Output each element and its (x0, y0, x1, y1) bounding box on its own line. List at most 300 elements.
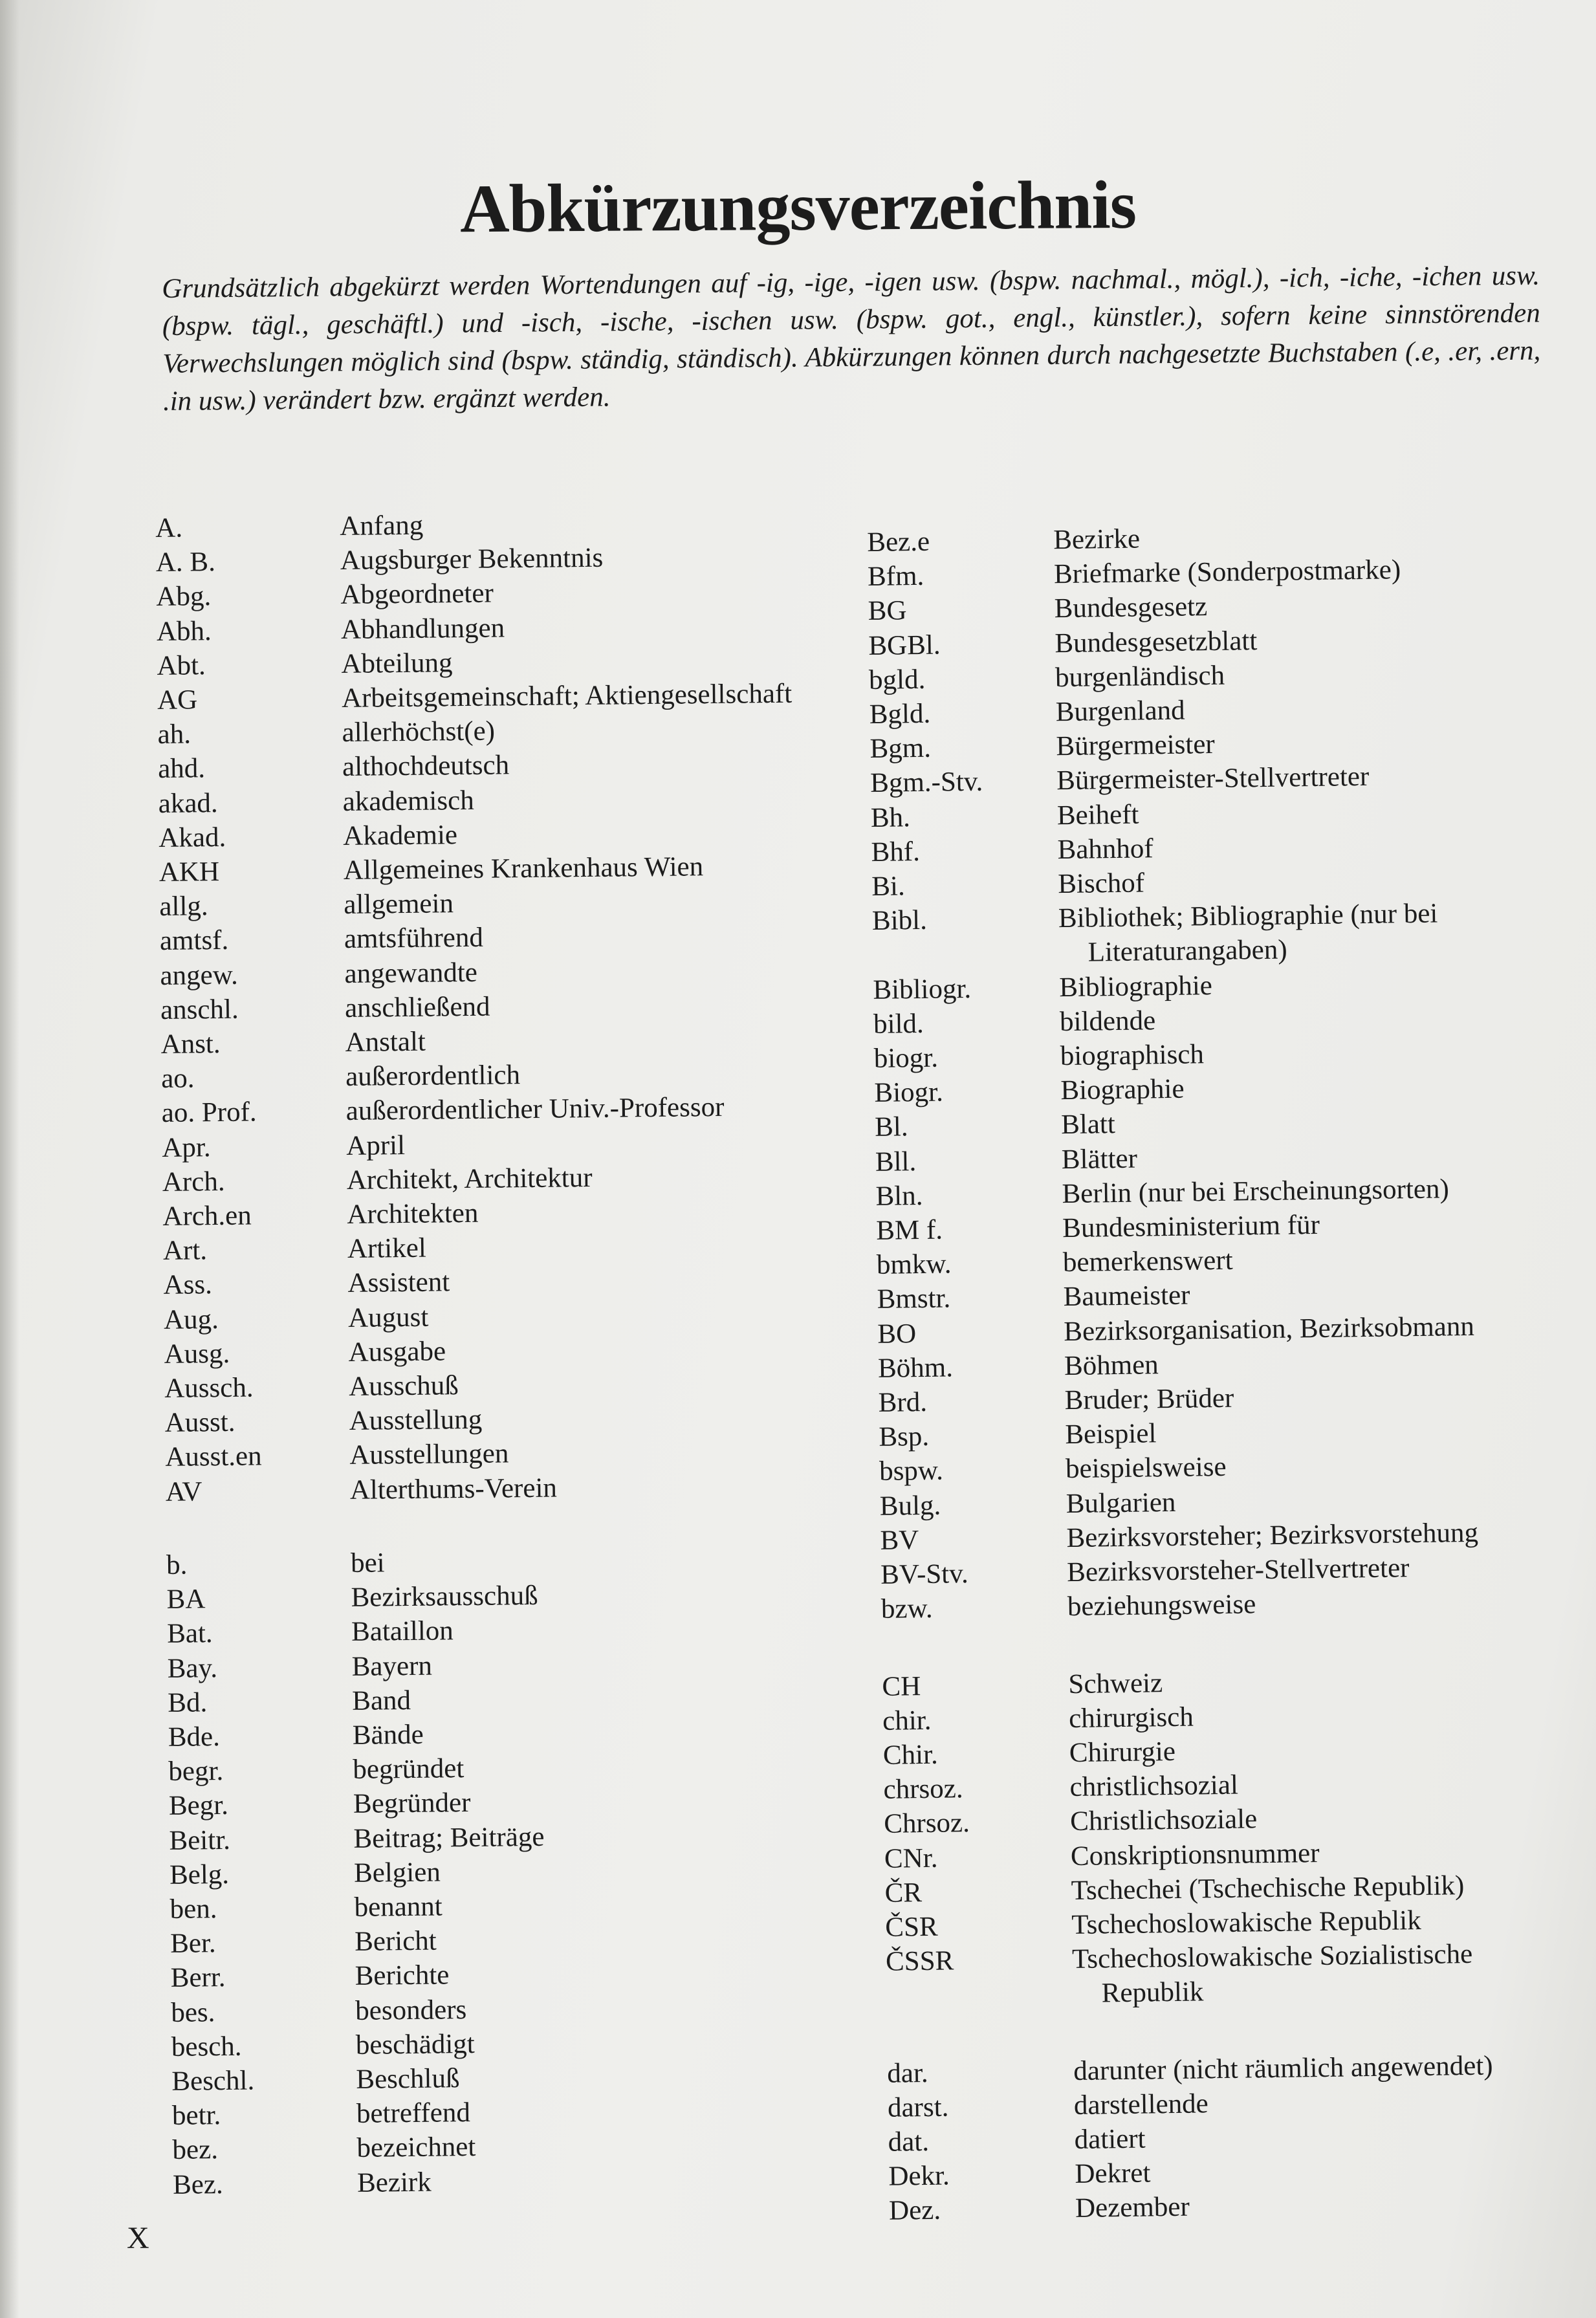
abbreviation-term: BGBl. (868, 629, 941, 661)
abbreviation-term: ČSSR (885, 1945, 954, 1977)
abbreviation-meaning-text: beziehungsweise (1067, 1589, 1256, 1623)
abbreviation-meaning (1064, 1348, 1159, 1383)
abbreviation-group-a (155, 505, 800, 1509)
abbreviation-term: Beitr. (169, 1824, 231, 1856)
abbreviation-term: Bez.e (867, 526, 930, 558)
abbreviation-term: Böhm. (877, 1352, 954, 1384)
abbreviation-meaning (349, 1403, 482, 1438)
abbreviation-term: Dekr. (888, 2160, 950, 2192)
abbreviation-meaning (347, 1265, 450, 1301)
abbreviation-meaning (1068, 1666, 1163, 1701)
abbreviation-term: Abg. (156, 581, 212, 613)
abbreviation-meaning (342, 714, 495, 750)
abbreviation-meaning (1066, 1450, 1227, 1486)
group-spacer (881, 1619, 1487, 1669)
abbreviation-entry (886, 1937, 1492, 2014)
abbreviation-term: Beschl. (171, 2065, 255, 2097)
abbreviation-meaning (1069, 1700, 1194, 1736)
abbreviation-meaning-text: bezeichnet (356, 2132, 476, 2164)
abbreviation-meaning-text: Biographie (1060, 1073, 1185, 1106)
abbreviation-term: ao. Prof. (161, 1097, 257, 1129)
abbreviation-meaning-text: bemerkenswert (1062, 1245, 1233, 1278)
abbreviation-term: anschl. (160, 994, 239, 1025)
abbreviation-term: Bsp. (879, 1421, 930, 1453)
abbreviation-meaning-text: Bezirk (356, 2167, 432, 2198)
abbreviation-term: dar. (887, 2057, 928, 2089)
abbreviation-meaning-text: Belgien (353, 1857, 441, 1888)
abbreviation-term: BG (868, 595, 907, 627)
abbreviation-term: bzw. (880, 1593, 933, 1625)
abbreviation-meaning (1067, 1588, 1256, 1624)
abbreviation-meaning-text: Bände (352, 1719, 424, 1751)
abbreviation-meaning-text: Bibliographie (1059, 970, 1213, 1003)
abbreviation-meaning-text: beschädigt (355, 2028, 475, 2061)
abbreviation-meaning (1066, 1516, 1478, 1556)
abbreviation-meaning (347, 1161, 593, 1197)
page-title: Abkürzungsverzeichnis (459, 166, 1137, 247)
abbreviation-term: chrsoz. (883, 1773, 963, 1805)
abbreviation-meaning (347, 1196, 479, 1232)
abbreviation-meaning-text: Tschechoslowakische Republik (1071, 1905, 1421, 1940)
abbreviation-meaning (355, 1993, 467, 2028)
abbreviation-meaning-text: Tschechoslowakische Sozialistische (1071, 1939, 1473, 1975)
abbreviation-term: Dez. (888, 2195, 941, 2227)
abbreviation-meaning (355, 1958, 449, 1994)
abbreviation-term: Bhf. (871, 836, 921, 868)
abbreviation-group-b (166, 1542, 808, 2202)
abbreviation-term: AKH (159, 857, 220, 888)
abbreviation-meaning-text: Bulgarien (1066, 1487, 1176, 1519)
abbreviation-term: Bl. (874, 1111, 908, 1143)
abbreviation-meaning-text: althochdeutsch (342, 750, 510, 783)
abbreviation-meaning-text: angewandte (344, 957, 478, 989)
abbreviation-term: Bgld. (869, 698, 931, 730)
abbreviation-meaning (1063, 1278, 1190, 1315)
abbreviation-meaning-text: Burgenland (1055, 695, 1185, 728)
abbreviation-term: Abt. (157, 650, 206, 681)
abbreviation-meaning-text: Bischof (1057, 868, 1145, 900)
abbreviation-meaning-text: besonders (355, 1994, 467, 2026)
group-spacer (886, 2006, 1492, 2056)
abbreviation-meaning-text: April (346, 1130, 406, 1161)
abbreviation-meaning (340, 576, 494, 613)
abbreviation-meaning-text: Bezirksorganisation, Bezirksobmann (1064, 1311, 1475, 1347)
abbreviation-term: bes. (171, 1996, 215, 2028)
abbreviation-meaning (344, 955, 477, 990)
abbreviation-meaning (345, 1058, 520, 1094)
abbreviation-meaning (1057, 797, 1139, 833)
abbreviation-meaning-text: Berichte (355, 1960, 450, 1992)
abbreviation-meaning-text: beispielsweise (1065, 1452, 1227, 1485)
abbreviation-meaning (353, 1718, 424, 1753)
abbreviation-meaning (356, 2130, 476, 2165)
abbreviation-term: AV (165, 1476, 202, 1507)
abbreviation-meaning (1072, 1937, 1473, 2011)
abbreviation-meaning (1064, 1309, 1474, 1349)
abbreviation-term: ČSR (885, 1911, 938, 1943)
abbreviation-meaning (1062, 1208, 1320, 1245)
abbreviation-term: ben. (169, 1894, 217, 1925)
abbreviation-meaning-continuation: Literaturangaben) (1088, 934, 1287, 968)
abbreviation-meaning (355, 1924, 437, 1960)
abbreviation-meaning-text: Abgeordneter (340, 578, 494, 611)
abbreviation-meaning (351, 1648, 432, 1684)
abbreviation-meaning-text: Ausstellung (349, 1405, 483, 1437)
abbreviation-meaning-text: Bundesgesetzblatt (1055, 625, 1258, 659)
group-spacer (166, 1503, 801, 1548)
abbreviation-meaning-text: Abteilung (341, 648, 453, 679)
abbreviation-meaning-text: Architekten (347, 1197, 479, 1230)
abbreviation-term: Arch. (162, 1166, 225, 1197)
abbreviation-meaning-text: allgemein (344, 888, 454, 921)
abbreviation-meaning (344, 849, 704, 888)
abbreviation-meaning (351, 1546, 385, 1580)
abbreviation-term: Bfm. (867, 561, 924, 593)
abbreviation-meaning (1060, 1003, 1156, 1039)
abbreviation-meaning (1055, 624, 1258, 661)
abbreviation-term: BM f. (875, 1214, 943, 1246)
abbreviation-meaning (342, 749, 509, 785)
abbreviation-term: Bh. (870, 802, 911, 833)
abbreviation-meaning-text: Beschluß (356, 2063, 460, 2095)
abbreviation-term: Apr. (162, 1132, 211, 1163)
abbreviation-meaning (1061, 1108, 1115, 1143)
abbreviation-meaning (1056, 727, 1215, 763)
abbreviation-term: Ausg. (164, 1338, 230, 1370)
abbreviation-term: Bibl. (871, 905, 928, 937)
abbreviation-meaning (352, 1683, 411, 1718)
abbreviation-term: Bll. (875, 1146, 917, 1177)
abbreviation-term: Bln. (875, 1180, 923, 1212)
abbreviation-meaning (347, 1231, 426, 1266)
abbreviation-term: A. (155, 512, 183, 543)
abbreviation-meaning-text: akademisch (342, 785, 474, 817)
abbreviation-meaning (356, 2095, 470, 2131)
abbreviation-meaning (341, 611, 505, 647)
abbreviation-term: Bulg. (879, 1490, 941, 1522)
abbreviation-meaning (1062, 1172, 1449, 1211)
abbreviation-meaning-text: Akademie (343, 819, 458, 851)
abbreviation-entry (159, 849, 794, 890)
abbreviation-meaning-text: Allgemeines Krankenhaus Wien (343, 851, 704, 886)
abbreviation-meaning (357, 2165, 432, 2200)
abbreviation-meaning-text: betreffend (356, 2097, 471, 2130)
abbreviation-term: ao. (160, 1063, 195, 1095)
abbreviation-meaning (346, 1128, 405, 1163)
abbreviation-term: Bmstr. (877, 1283, 951, 1315)
abbreviation-meaning (1055, 659, 1225, 695)
abbreviation-term: Ass. (163, 1269, 213, 1301)
abbreviation-meaning (348, 1300, 429, 1335)
abbreviation-meaning (354, 1889, 443, 1925)
abbreviation-meaning (349, 1368, 459, 1404)
abbreviation-term: Abh. (156, 615, 212, 647)
abbreviation-meaning (353, 1786, 471, 1821)
abbreviation-meaning-text: allerhöchst(e) (342, 716, 496, 749)
binding-shadow (0, 0, 19, 2318)
abbreviation-meaning-text: Blätter (1061, 1143, 1138, 1175)
abbreviation-meaning-text: Beispiel (1065, 1418, 1157, 1450)
abbreviation-meaning (340, 508, 424, 544)
abbreviation-meaning-text: benannt (354, 1891, 443, 1923)
abbreviation-meaning (1056, 760, 1370, 798)
abbreviation-meaning (1075, 2190, 1190, 2226)
abbreviation-term: Art. (162, 1235, 208, 1267)
abbreviation-meaning-text: Anfang (340, 510, 424, 542)
abbreviation-term: dat. (888, 2126, 930, 2158)
abbreviation-term: angew. (160, 959, 238, 991)
left-column (155, 505, 807, 2202)
abbreviation-meaning-text: Band (352, 1685, 411, 1716)
abbreviation-term: Aussch. (164, 1372, 254, 1405)
abbreviation-meaning-text: Augsburger Bekenntnis (340, 542, 604, 576)
abbreviation-meaning (1071, 1836, 1320, 1874)
abbreviation-term: Ausst.en (165, 1441, 262, 1473)
abbreviation-meaning (345, 1025, 426, 1060)
abbreviation-meaning (1063, 1243, 1233, 1280)
abbreviation-meaning-text: darunter (nicht räumlich angewendet) (1073, 2050, 1493, 2086)
abbreviation-term: BV (880, 1524, 919, 1556)
abbreviation-meaning-text: Assistent (347, 1267, 450, 1299)
abbreviation-meaning (1060, 1072, 1185, 1108)
abbreviation-term: Bd. (168, 1687, 208, 1718)
abbreviation-term: amtsf. (159, 925, 229, 957)
abbreviation-meaning (1066, 1485, 1175, 1521)
abbreviation-meaning-text: christlichsozial (1069, 1769, 1239, 1803)
abbreviation-term: Berr. (170, 1962, 226, 1994)
abbreviation-meaning-text: Bahnhof (1057, 833, 1153, 866)
abbreviation-meaning-text: Architekt, Architektur (346, 1162, 593, 1196)
abbreviation-meaning-text: Böhmen (1064, 1350, 1159, 1381)
abbreviation-meaning-text: Bezirksvorsteher; Bezirksvorstehung (1066, 1517, 1479, 1553)
abbreviation-meaning-text: Abhandlungen (340, 612, 505, 645)
abbreviation-group-b-continued (867, 518, 1487, 1627)
abbreviation-meaning (343, 818, 457, 853)
abbreviation-meaning-text: Beiheft (1056, 799, 1139, 831)
abbreviation-meaning-text: chirurgisch (1068, 1701, 1194, 1734)
abbreviation-meaning-text: Schweiz (1068, 1667, 1163, 1700)
abbreviation-meaning (342, 677, 793, 716)
abbreviation-meaning (1074, 2086, 1208, 2123)
abbreviation-term: Bay. (167, 1652, 218, 1684)
abbreviation-meaning (1067, 1551, 1410, 1590)
abbreviation-term: bspw. (879, 1456, 944, 1487)
abbreviation-meaning-text: Conskriptionsnummer (1070, 1837, 1320, 1872)
abbreviation-term: BO (877, 1318, 917, 1350)
abbreviation-term: betr. (171, 2100, 221, 2132)
abbreviation-meaning-text: anschließend (344, 991, 490, 1023)
abbreviation-meaning (1074, 2122, 1146, 2158)
abbreviation-term: Belg. (169, 1859, 230, 1890)
abbreviation-term: Arch.en (162, 1200, 252, 1232)
abbreviation-meaning-text: Anstalt (345, 1026, 426, 1058)
page-number: X (127, 2221, 149, 2255)
abbreviation-meaning (1070, 1802, 1258, 1839)
abbreviation-meaning (356, 2027, 475, 2062)
abbreviation-meaning (354, 1855, 441, 1890)
abbreviation-meaning-text: außerordentlich (345, 1060, 521, 1093)
abbreviation-entry (161, 1089, 796, 1130)
abbreviation-meaning (1071, 1903, 1421, 1942)
abbreviation-term: Aug. (163, 1304, 219, 1335)
abbreviation-meaning-text: Bataillon (351, 1615, 454, 1648)
abbreviation-term: Akad. (159, 822, 226, 853)
abbreviation-meaning-text: Artikel (347, 1232, 427, 1265)
abbreviation-meaning (342, 783, 474, 818)
abbreviation-term: Ber. (169, 1928, 216, 1960)
abbreviation-meaning-text: Chirurgie (1069, 1736, 1176, 1768)
abbreviation-meaning (1062, 1141, 1138, 1177)
abbreviation-meaning (1054, 552, 1401, 591)
abbreviation-meaning-text: Dekret (1075, 2158, 1151, 2190)
abbreviation-term: Brd. (878, 1386, 928, 1418)
abbreviation-meaning-text: Arbeitsgemeinschaft; Aktiengesellschaft (341, 678, 793, 714)
abbreviation-term: Anst. (160, 1029, 221, 1060)
abbreviation-term: bez. (172, 2134, 219, 2166)
abbreviation-term: allg. (159, 891, 208, 923)
abbreviation-meaning-text: Bezirksausschuß (351, 1580, 538, 1613)
abbreviation-meaning-text: begründet (353, 1753, 465, 1786)
abbreviation-entry (173, 2161, 808, 2202)
abbreviation-meaning-text: Baumeister (1063, 1280, 1190, 1313)
abbreviation-meaning (1065, 1417, 1157, 1452)
abbreviation-term: BV-Stv. (880, 1558, 968, 1590)
intro-paragraph: Grundsätzlich abgekürzt werden Wortendungen auf -ig, -ige, -igen usw. (bspw. nachmal., mögl.), -ich, -iche, -ichen usw. (bspw. tägl., geschäftl.) und -isch, -ische, -ischen usw. (bspw. got., engl., künstler.), sofern keine sinnstörenden Verwechslungen möglich sind (bspw. ständig, ständisch). Abkürzungen können durch nachgesetzte Buchstaben (.e, .er, .ern, .in usw.) verändert bzw. ergänzt werden. (162, 260, 1541, 417)
abbreviation-meaning-text: bildende (1059, 1005, 1156, 1038)
abbreviation-term: Bat. (166, 1618, 213, 1650)
abbreviation-meaning-text: Tschechei (Tschechische Republik) (1071, 1870, 1465, 1906)
abbreviation-meaning-continuation: Republik (1101, 1976, 1204, 2009)
abbreviation-meaning-text: Bundesgesetz (1054, 591, 1208, 624)
abbreviation-term: besch. (171, 2031, 242, 2062)
abbreviation-meaning (1075, 2156, 1151, 2192)
abbreviation-meaning (1060, 1037, 1204, 1073)
abbreviation-meaning-text: datiert (1074, 2123, 1146, 2155)
abbreviation-meaning (351, 1579, 538, 1615)
abbreviation-meaning (351, 1614, 454, 1650)
abbreviation-meaning (1055, 694, 1185, 730)
abbreviation-term: darst. (887, 2092, 949, 2123)
abbreviation-term: Bi. (871, 871, 906, 902)
abbreviation-meaning (350, 1471, 558, 1507)
abbreviation-meaning (1057, 831, 1153, 867)
abbreviation-term: A. B. (155, 547, 216, 578)
abbreviation-meaning (1073, 2048, 1493, 2088)
abbreviation-term: Ausst. (164, 1407, 235, 1439)
abbreviation-term: Bde. (168, 1721, 221, 1753)
abbreviation-meaning-text: darstellende (1073, 2088, 1209, 2121)
abbreviation-meaning (341, 646, 453, 681)
abbreviation-entry (889, 2186, 1495, 2228)
abbreviation-term: Bez. (172, 2169, 223, 2200)
abbreviation-meaning-text: Briefmarke (Sonderpostmarke) (1053, 554, 1401, 590)
abbreviation-meaning-text: August (347, 1302, 429, 1333)
abbreviation-meaning (344, 921, 483, 956)
abbreviation-meaning-text: Bibliothek; Bibliographie (nur bei (1058, 898, 1438, 934)
abbreviation-entry (872, 896, 1479, 973)
abbreviation-meaning (353, 1819, 544, 1855)
abbreviation-meaning (1064, 1381, 1234, 1418)
abbreviation-meaning (348, 1334, 446, 1370)
abbreviation-meaning-text: Bürgermeister (1056, 729, 1215, 762)
abbreviation-meaning-text: Bürgermeister-Stellvertreter (1056, 761, 1370, 796)
abbreviation-meaning (353, 1751, 464, 1787)
abbreviation-group-c (882, 1661, 1492, 2013)
abbreviation-term: Biogr. (874, 1077, 944, 1109)
abbreviation-meaning-text: außerordentlicher Univ.-Professor (345, 1092, 725, 1127)
abbreviation-meaning-text: Christlichsoziale (1069, 1804, 1258, 1837)
abbreviation-meaning-text: Berlin (nur bei Erscheinungsorten) (1062, 1174, 1450, 1209)
abbreviation-term: begr. (168, 1756, 224, 1788)
abbreviation-meaning-text: Bruder; Brüder (1064, 1383, 1234, 1416)
abbreviation-term: Chrsoz. (883, 1808, 970, 1840)
abbreviation-meaning (1054, 590, 1207, 626)
abbreviation-meaning (1071, 1868, 1464, 1908)
abbreviation-term: bgld. (868, 664, 926, 695)
abbreviation-term: chir. (882, 1705, 932, 1736)
abbreviation-term: Begr. (168, 1790, 229, 1822)
abbreviation-meaning (340, 541, 604, 578)
abbreviation-term: ah. (157, 719, 191, 750)
abbreviation-term: b. (166, 1549, 188, 1580)
abbreviation-term: biogr. (873, 1042, 939, 1074)
abbreviation-term: Chir. (882, 1739, 939, 1771)
abbreviation-meaning-text: Dezember (1075, 2192, 1190, 2224)
abbreviation-meaning-text: Bundesministerium für (1062, 1209, 1320, 1244)
abbreviation-meaning-text: Bezirke (1053, 523, 1141, 556)
abbreviation-term: bild. (873, 1008, 924, 1040)
abbreviation-term: Bgm. (869, 732, 932, 765)
abbreviation-term: Bgm.-Stv. (869, 767, 983, 799)
abbreviation-term: BA (166, 1584, 206, 1615)
abbreviation-meaning-text: Ausstellungen (349, 1438, 509, 1471)
abbreviation-term: ahd. (157, 753, 206, 785)
abbreviation-meaning-text: bei (350, 1547, 385, 1579)
abbreviation-term: bmkw. (876, 1249, 952, 1281)
abbreviation-entry (157, 677, 793, 717)
abbreviation-meaning-text: Bericht (354, 1925, 437, 1958)
abbreviation-meaning (345, 1090, 724, 1128)
abbreviation-meaning-text: Begründer (353, 1788, 471, 1820)
abbreviation-meaning-text: Alterthums-Verein (349, 1472, 558, 1505)
abbreviation-term: akad. (158, 787, 218, 819)
abbreviation-meaning-text: Ausgabe (348, 1336, 446, 1368)
abbreviation-meaning (1069, 1768, 1238, 1805)
abbreviation-meaning (1058, 866, 1144, 901)
abbreviation-meaning (345, 989, 490, 1025)
abbreviation-meaning-text: amtsführend (344, 923, 484, 955)
abbreviation-term: ČR (884, 1877, 923, 1908)
abbreviation-meaning-text: Bezirksvorsteher-Stellvertreter (1066, 1553, 1410, 1588)
abbreviation-meaning (356, 2061, 460, 2097)
abbreviation-term: CNr. (884, 1842, 938, 1874)
abbreviation-group-d (887, 2048, 1495, 2228)
abbreviation-meaning (1053, 521, 1140, 557)
abbreviation-meaning-text: Blatt (1060, 1109, 1116, 1141)
abbreviation-meaning (1069, 1734, 1176, 1770)
right-column (867, 518, 1495, 2229)
abbreviation-term: Bibliogr. (873, 973, 972, 1005)
abbreviation-meaning-text: burgenländisch (1055, 660, 1225, 694)
abbreviation-meaning-text: biographisch (1060, 1039, 1205, 1072)
abbreviation-meaning (1059, 968, 1212, 1005)
abbreviation-meaning-text: Beitrag; Beiträge (353, 1821, 545, 1854)
abbreviation-meaning-text: Bayern (351, 1650, 433, 1682)
abbreviation-term: CH (882, 1670, 921, 1702)
abbreviation-term: AG (157, 684, 198, 716)
abbreviation-meaning (1058, 897, 1439, 970)
abbreviation-meaning-text: Ausschuß (348, 1370, 459, 1403)
